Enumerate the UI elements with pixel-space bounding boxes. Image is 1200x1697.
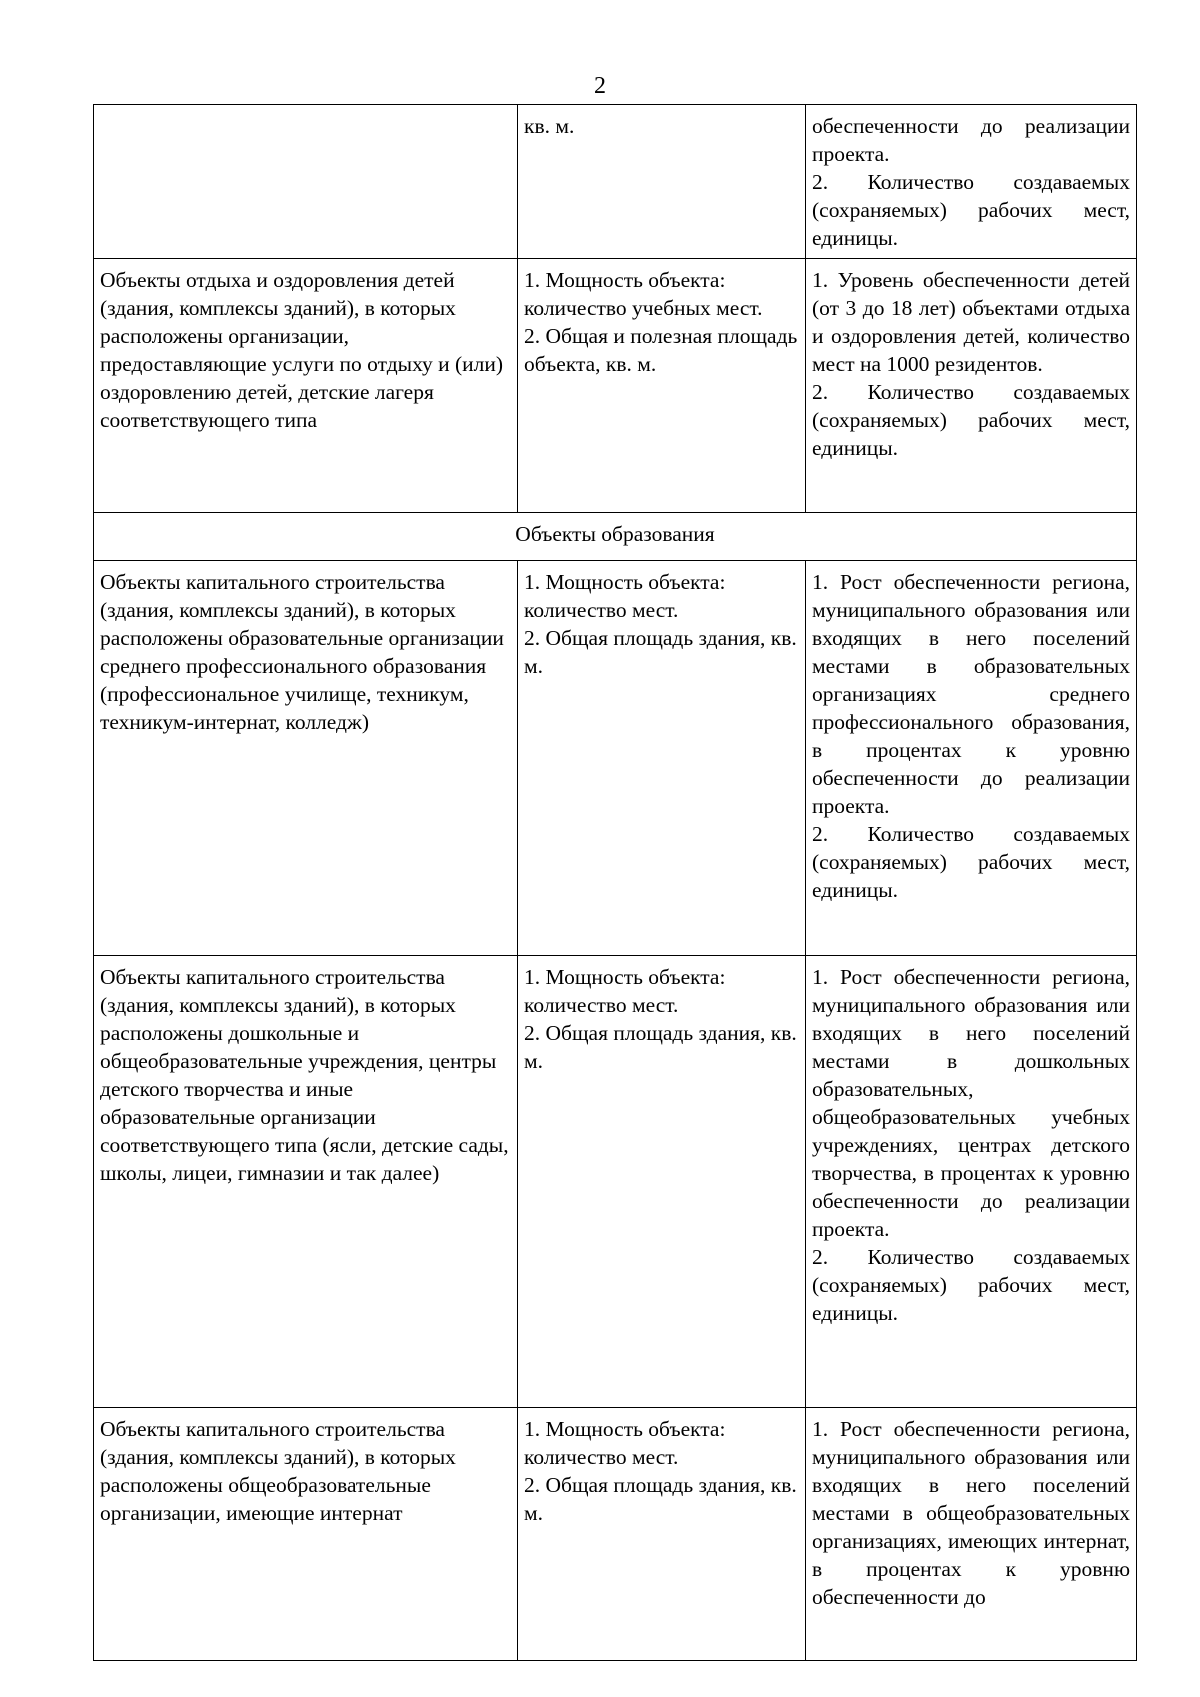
capacity-text: 2. Общая площадь здания, кв. м.	[524, 1473, 797, 1525]
section-heading: Объекты образования	[94, 513, 1137, 561]
indicator-text: 1. Уровень обеспеченности детей (от 3 до 18 лет) объектами отдыха и оздоровления детей, количество мест на 1000 резидентов.	[812, 268, 1130, 376]
object-type-cell	[94, 561, 518, 956]
object-type-cell	[94, 259, 518, 513]
indicator-cell	[806, 561, 1137, 956]
indicator-text: 1. Рост обеспеченности региона, муниципального образования или входящих в него поселений местами в образовательных организациях среднего профессионального образования, в процентах к уровню обеспеченности до реализации проекта.	[812, 570, 1130, 818]
indicator-cell	[806, 1408, 1137, 1661]
capacity-cell	[518, 956, 806, 1408]
indicator-text: 2. Количество создаваемых (сохраняемых) рабочих мест, единицы.	[812, 380, 1130, 460]
indicator-text: 1. Рост обеспеченности региона, муниципального образования или входящих в него поселений местами в общеобразовательных организациях, имеющих интернат, в процентах к уровню обеспеченности до	[812, 1417, 1130, 1609]
object-type-text: Объекты капитального строительства (здания, комплексы зданий), в которых расположены дошкольные и общеобразовательные учреждения, центры детского творчества и иные образовательные организации соответствующего типа (ясли, детские сады, школы, лицеи, гимназии и так далее)	[100, 965, 509, 1185]
table-row	[94, 561, 1137, 956]
indicator-text: обеспеченности до реализации проекта.	[812, 114, 1130, 166]
page-number: 2	[594, 73, 606, 99]
capacity-text: 1. Мощность объекта: количество мест.	[524, 570, 726, 622]
capacity-cell	[518, 105, 806, 259]
objects-table	[93, 104, 1137, 1661]
table-row	[94, 956, 1137, 1408]
capacity-text: 2. Общая и полезная площадь объекта, кв. м.	[524, 324, 798, 376]
indicator-text: 2. Количество создаваемых (сохраняемых) рабочих мест, единицы.	[812, 822, 1130, 902]
capacity-cell	[518, 561, 806, 956]
capacity-text: 2. Общая площадь здания, кв. м.	[524, 626, 797, 678]
object-type-cell	[94, 956, 518, 1408]
capacity-cell	[518, 259, 806, 513]
capacity-text: кв. м.	[524, 114, 575, 138]
capacity-text: 1. Мощность объекта: количество мест.	[524, 965, 726, 1017]
table-row	[94, 105, 1137, 259]
capacity-cell	[518, 1408, 806, 1661]
object-type-text: Объекты капитального строительства (здания, комплексы зданий), в которых расположены образовательные организации среднего профессионального образования (профессиональное училище, техникум, техникум-интернат, колледж)	[100, 570, 504, 734]
indicator-text: 2. Количество создаваемых (сохраняемых) рабочих мест, единицы.	[812, 1245, 1130, 1325]
object-type-text: Объекты отдыха и оздоровления детей (здания, комплексы зданий), в которых расположены организации, предоставляющие услуги по отдыху и (или) оздоровлению детей, детские лагеря соответствующего типа	[100, 268, 504, 432]
capacity-text: 1. Мощность объекта: количество учебных мест.	[524, 268, 763, 320]
indicator-cell	[806, 259, 1137, 513]
indicator-cell	[806, 956, 1137, 1408]
object-type-text: Объекты капитального строительства (здания, комплексы зданий), в которых расположены общеобразовательные организации, имеющие интернат	[100, 1417, 456, 1525]
table-row	[94, 259, 1137, 513]
capacity-text: 2. Общая площадь здания, кв. м.	[524, 1021, 797, 1073]
indicator-text: 1. Рост обеспеченности региона, муниципального образования или входящих в него поселений местами в дошкольных образовательных, общеобразовательных учебных учреждениях, центрах детского творчества, в процентах к уровню обеспеченности до реализации проекта.	[812, 965, 1130, 1241]
table-row	[94, 1408, 1137, 1661]
indicator-cell	[806, 105, 1137, 259]
indicator-text: 2. Количество создаваемых (сохраняемых) рабочих мест, единицы.	[812, 170, 1130, 250]
object-type-cell	[94, 105, 518, 259]
object-type-cell	[94, 1408, 518, 1661]
capacity-text: 1. Мощность объекта: количество мест.	[524, 1417, 726, 1469]
section-heading-row	[94, 513, 1137, 561]
